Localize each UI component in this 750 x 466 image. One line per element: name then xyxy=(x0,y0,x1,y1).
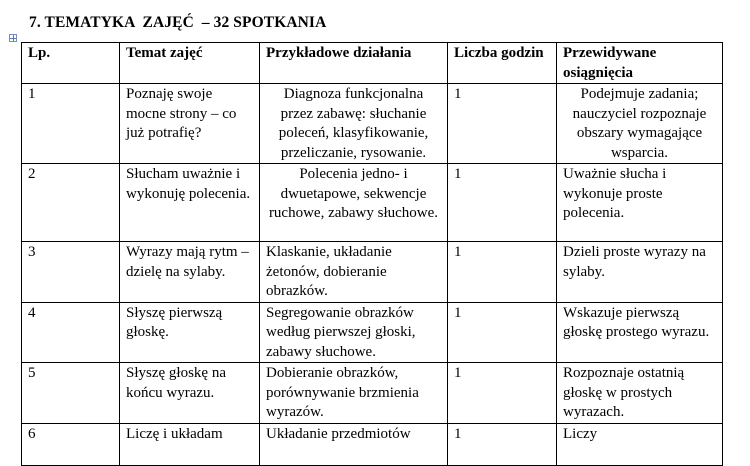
table-row xyxy=(22,302,723,363)
topics-table xyxy=(21,42,723,466)
header-lp: Lp. xyxy=(22,43,120,84)
section-heading: 7. TEMATYKA ZAJĘĆ – 32 SPOTKANIA xyxy=(29,14,327,31)
cell-activities: Klaskanie, układanie żetonów, dobieranie obrazków. xyxy=(260,242,448,303)
cell-outcomes: Rozpoznaje ostatnią głoskę w prostych wyrazach. xyxy=(557,363,723,424)
table-header-row xyxy=(22,43,723,84)
cell-hours: 1 xyxy=(448,423,557,465)
cell-hours: 1 xyxy=(448,84,557,164)
cell-activities: Diagnoza funkcjonalna przez zabawę: słuchanie poleceń, klasyfikowanie, przeliczanie, rysowanie. xyxy=(260,84,448,164)
table-row xyxy=(22,84,723,164)
cell-outcomes: Uważnie słucha i wykonuje proste polecenia. xyxy=(557,164,723,242)
cell-topic: Liczę i układam xyxy=(120,423,260,465)
cell-activities: Segregowanie obrazków według pierwszej głoski, zabawy słuchowe. xyxy=(260,302,448,363)
header-hours: Liczba godzin xyxy=(448,43,557,84)
cell-lp: 6 xyxy=(22,423,120,465)
cell-activities: Dobieranie obrazków, porównywanie brzmienia wyrazów. xyxy=(260,363,448,424)
table-row xyxy=(22,164,723,242)
table-row xyxy=(22,423,723,465)
cell-hours: 1 xyxy=(448,242,557,303)
cell-activities: Układanie przedmiotów xyxy=(260,423,448,465)
header-topic: Temat zajęć xyxy=(120,43,260,84)
cell-outcomes: Podejmuje zadania; nauczyciel rozpoznaje obszary wymagające wsparcia. xyxy=(557,84,723,164)
cell-lp: 2 xyxy=(22,164,120,242)
header-activities: Przykładowe działania xyxy=(260,43,448,84)
cell-outcomes: Dzieli proste wyrazy na sylaby. xyxy=(557,242,723,303)
cell-topic: Wyrazy mają rytm – dzielę na sylaby. xyxy=(120,242,260,303)
cell-activities: Polecenia jedno- i dwuetapowe, sekwencje ruchowe, zabawy słuchowe. xyxy=(260,164,448,242)
cell-topic: Słyszę pierwszą głoskę. xyxy=(120,302,260,363)
cell-topic: Słyszę głoskę na końcu wyrazu. xyxy=(120,363,260,424)
cell-topic: Poznaję swoje mocne strony – co już potrafię? xyxy=(120,84,260,164)
cell-outcomes: Liczy xyxy=(557,423,723,465)
table-move-handle-icon[interactable] xyxy=(9,34,17,42)
cell-hours: 1 xyxy=(448,302,557,363)
cell-outcomes: Wskazuje pierwszą głoskę prostego wyrazu. xyxy=(557,302,723,363)
cell-hours: 1 xyxy=(448,164,557,242)
header-outcomes: Przewidywane osiągnięcia xyxy=(557,43,723,84)
cell-lp: 1 xyxy=(22,84,120,164)
table-row xyxy=(22,242,723,303)
cell-topic: Słucham uważnie i wykonuję polecenia. xyxy=(120,164,260,242)
cell-lp: 3 xyxy=(22,242,120,303)
cell-hours: 1 xyxy=(448,363,557,424)
cell-lp: 4 xyxy=(22,302,120,363)
cell-lp: 5 xyxy=(22,363,120,424)
